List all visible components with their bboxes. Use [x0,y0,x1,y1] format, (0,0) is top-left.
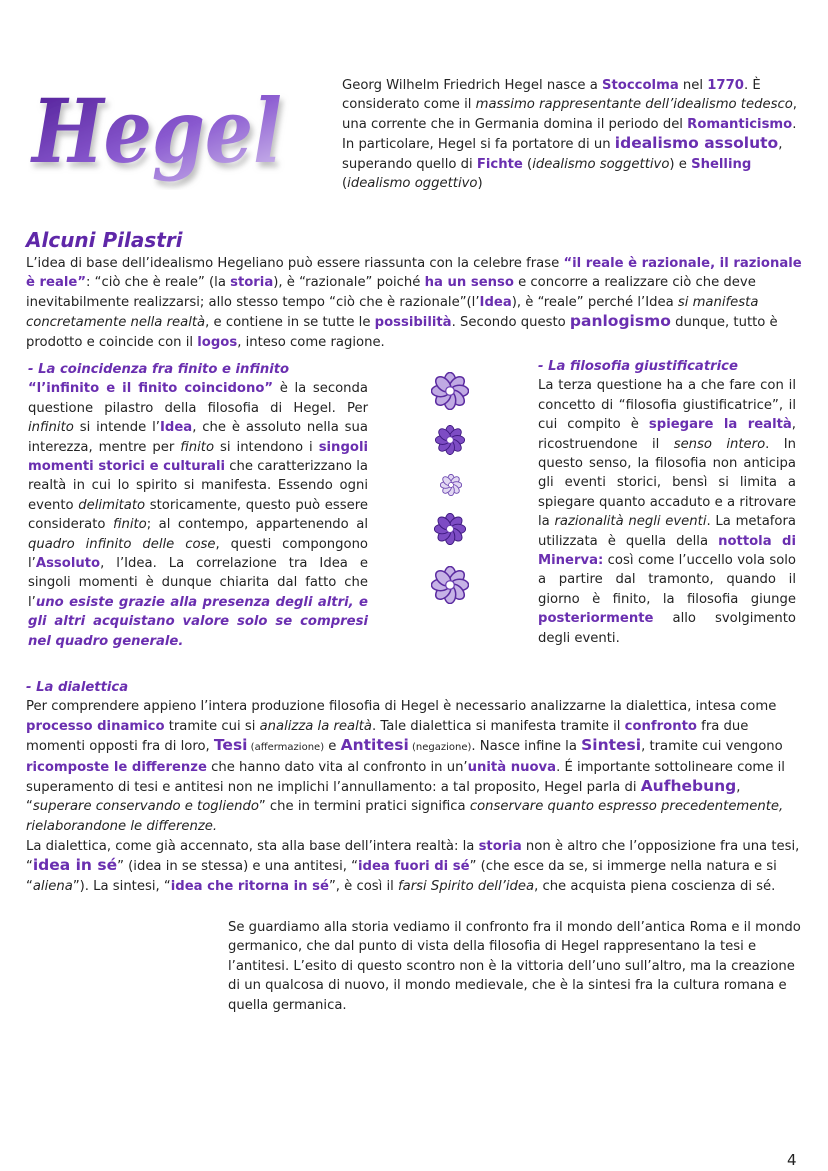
city-highlight: Stoccolma [602,78,679,93]
storia-paragraph: La dialettica, come già accennato, sta alla base dell’intera realtà: la storia non è altro che l’opposizione fra una tesi, “idea in sé” (idea in se stessa) e una antitesi, “idea fuori di sé” (che esce da se, si immerge nella natura e si “aliena”). La sintesi, “idea che ritorna in sé”, è così il farsi Spirito dell’idea, che acquista piena coscienza di sé. [26,839,800,894]
coincidenza-column: - La coincidenza fra finito e infinito “l’infinito e il finito coincidono” è la seconda questione pilastro della filosofia di Hegel. Per infinito si intende l’Idea, che è assoluto nella sua interezza, mentre per finito si intendono i singoli momenti storici e culturali che caratterizzano la realtà in cui lo spirito si manifesta. Essendo ogni evento delimitato storicamente, questo può essere considerato finito; al contempo, appartenendo al quadro infinito delle cose, questi compongono l’Assoluto, l’Idea. La correlazione tra Idea e singoli momenti è dunque chiarita dal fatto che l’uno esiste grazie alla presenza degli altri, e gli altri acquistano valore solo se compresi nel quadro generale. [28,362,369,649]
section-title-pilastri: Alcuni Pilastri [26,228,183,252]
flower-icon [431,566,468,603]
year-highlight: 1770 [707,78,744,93]
hegel-logo [28,62,296,190]
flower-icon [434,513,465,544]
flower-icon [431,372,468,409]
intro-paragraph: Georg Wilhelm Friedrich Hegel nasce a Stoccolma nel 1770. È considerato come il massimo rappresentante dell’idealismo tedesco, una corrente che in Germania domina il periodo del Romanticismo. In particolare, Hegel si fa portatore di un idealismo assoluto, superando quello di Fichte (idealismo soggettivo) e Shelling (idealismo oggettivo) [342,78,797,192]
section-title-giustificatrice: - La filosofia giustificatrice [538,359,738,374]
flower-icon [440,474,461,495]
section-title-dialettica: - La dialettica [26,680,129,695]
logo-text: Hegel [29,79,283,183]
section-title-coincidenza: - La coincidenza fra finito e infinito [28,362,290,377]
roma-germania-paragraph: Se guardiamo alla storia vediamo il confronto fra il mondo dell’antica Roma e il mondo germanico, che dal punto di vista della filosofia di Hegel rappresentano la tesi e l’antitesi. L’esito di questo scontro non è la vittoria dell’uno sull’altro, ma la creazione di un qualcosa di nuovo, il mondo medievale, che è la sintesi fra la cultura romana e quella germanica. [228,920,801,1013]
pilastri-paragraph: L’idea di base dell’idealismo Hegeliano può essere riassunta con la celebre frase “il reale è razionale, il razionale è reale”: “ciò che è reale” (la storia), è “razionale” poiché ha un senso e concorre a realizzare ciò che deve inevitabilmente realizzarsi; allo stesso tempo “ciò che è razionale”(l’Idea), è “reale” perché l’Idea si manifesta concretamente nella realtà, e contiene in se tutte le possibilità. Secondo questo panlogismo dunque, tutto è prodotto e coincide con il logos, inteso come ragione. [26,256,802,350]
page-number: 4 [787,1151,797,1169]
flower-column [418,370,478,620]
giustificatrice-column: - La filosofia giustificatrice La terza questione ha a che fare con il concetto di “filosofia giustificatrice”, il cui compito è spiegare la realtà, ricostruendone il senso intero. In questo senso, la filosofia non anticipa gli eventi storici, bensì si limita a spiegare quanto accaduto e a ritrovare la razionalità negli eventi. La metafora utilizzata è quella della nottola di Minerva: così come l’uccello vola solo a partire dal tramonto, quando il giorno è finito, la filosofia giunge posteriormente allo svolgimento degli eventi. [538,359,796,646]
dialettica-section: - La dialettica Per comprendere appieno l’intera produzione filosofia di Hegel è necessario analizzarne la dialettica, intesa come processo dinamico tramite cui si analizza la realtà. Tale dialettica si manifesta tramite il confronto fra due momenti opposti fra di loro, Tesi (affermazione) e Antitesi (negazione). Nasce infine la Sintesi, tramite cui vengono ricomposte le differenze che hanno dato vita al confronto in un’unità nuova. É importante sottolineare come il superamento di tesi e antitesi non ne implichi l’annullamento: a tal proposito, Hegel parla di Aufhebung, “superare conservando e togliendo” che in termini pratici significa conservare quanto espresso precedentemente, rielaborandone le differenze. [26,678,802,836]
flower-icon [435,425,464,454]
